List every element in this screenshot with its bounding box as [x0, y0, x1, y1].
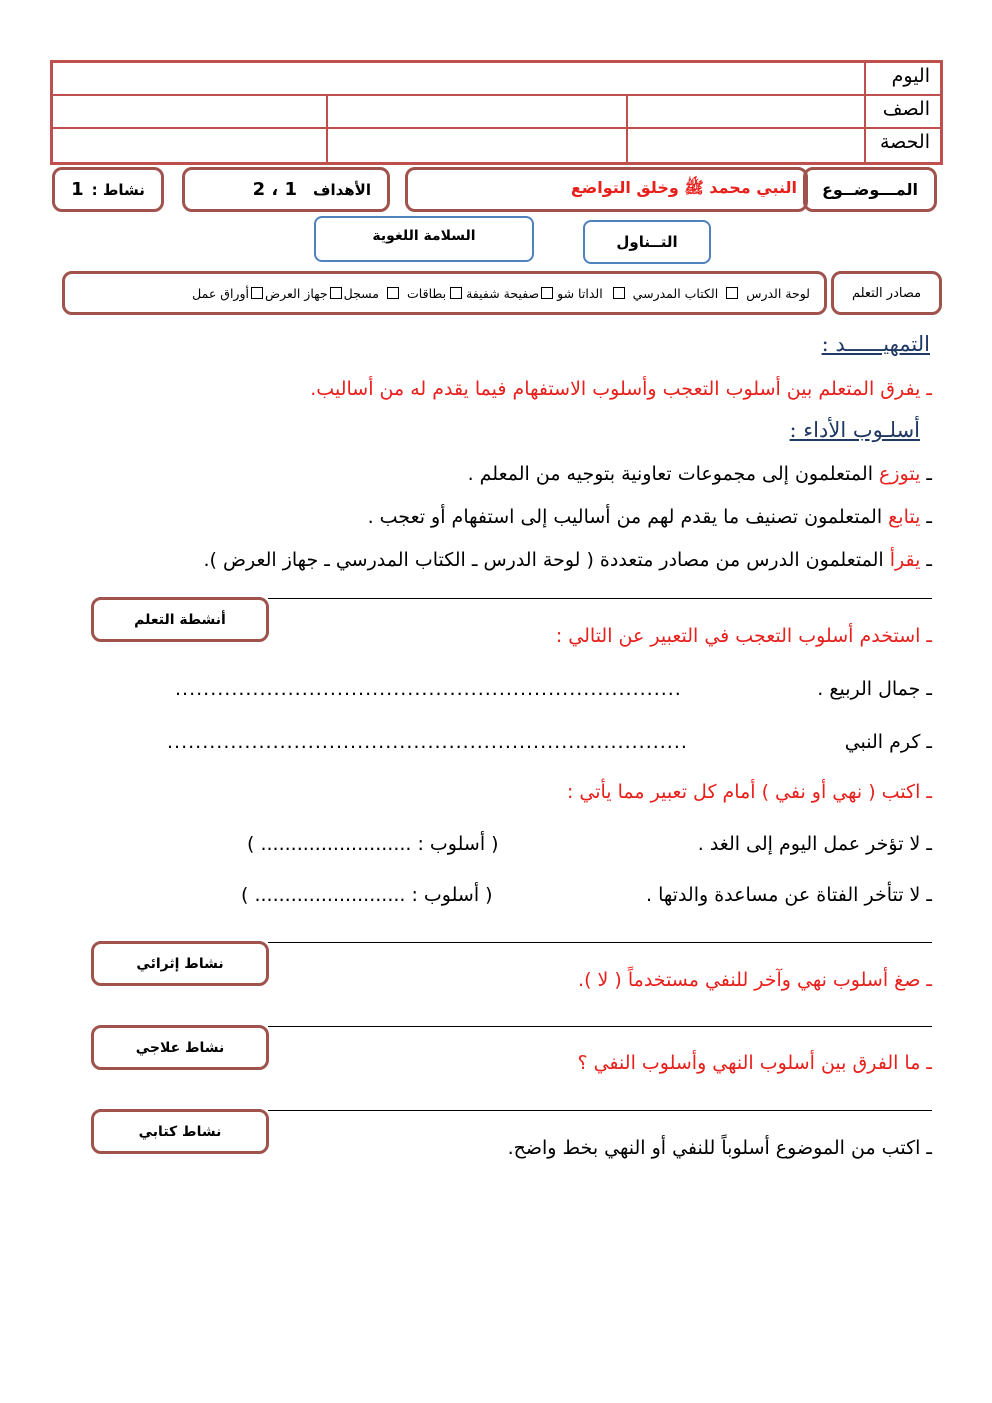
checkbox[interactable] — [387, 287, 399, 299]
day-label: اليوم — [864, 63, 940, 94]
divider — [268, 942, 932, 943]
sources-label: مصادر التعلم — [851, 285, 922, 301]
source-item: صفيحة شفيفة — [466, 285, 540, 301]
performance-item-2: ـ يتابع المتعلمون تصنيف ما يقدم لهم من أساليب إلى استفهام أو تعجب . — [367, 506, 932, 528]
checkbox[interactable] — [330, 287, 342, 299]
period-row — [53, 129, 940, 162]
activity-box — [52, 167, 164, 212]
activity-label: نشاط : — [91, 180, 145, 199]
sources-label-box — [831, 271, 942, 315]
divider — [268, 1026, 932, 1027]
performance-item-2-text: المتعلمون تصنيف ما يقدم لهم من أساليب إلى استفهام أو تعجب . — [367, 506, 883, 528]
class-field-1[interactable] — [626, 96, 864, 127]
remedial-label-box — [91, 1025, 269, 1070]
period-label: الحصة — [864, 129, 940, 162]
performance-heading: أسلـوب الأداء : — [789, 418, 920, 442]
answer-line-1[interactable]: ........................................................................ — [175, 678, 682, 700]
subject-label: المـــوضــوع — [822, 180, 919, 199]
performance-item-3: ـ يقرأ المتعلمون الدرس من مصادر متعددة ( لوحة الدرس ـ الكتاب المدرسي ـ جهاز العرض ). — [203, 549, 932, 571]
subject-value: النبي محمد ﷺ وخلق التواضع — [570, 178, 797, 197]
class-label: الصف — [864, 96, 940, 127]
coverage-box — [583, 220, 711, 264]
class-row — [53, 96, 940, 129]
subject-label-box — [803, 167, 937, 212]
period-field-1[interactable] — [626, 129, 864, 162]
source-item: مسجل — [343, 285, 380, 301]
source-item: بطاقات — [407, 285, 447, 301]
class-field-3[interactable] — [53, 96, 326, 127]
divider — [268, 1110, 932, 1111]
period-field-2[interactable] — [326, 129, 626, 162]
writing-text: ـ اكتب من الموضوع أسلوباً للنفي أو النهي بخط واضح. — [507, 1137, 932, 1159]
source-item: أوراق عمل — [192, 285, 249, 301]
activity-value: 1 — [71, 179, 84, 200]
question-2: ـ اكتب ( نهي أو نفي ) أمام كل تعبير مما يأتي : — [566, 781, 932, 803]
remedial-text: ـ ما الفرق بين أسلوب النهي وأسلوب النفي ؟ — [577, 1052, 932, 1074]
checkbox[interactable] — [726, 287, 738, 299]
performance-item-3-verb: يقرأ — [889, 549, 921, 571]
question-1-b: ـ كرم النبي — [844, 731, 932, 753]
day-row — [53, 63, 940, 96]
period-field-3[interactable] — [53, 129, 326, 162]
source-item: لوحة الدرس — [746, 285, 810, 301]
question-1-a: ـ جمال الربيع . — [817, 678, 932, 700]
intro-heading: التمهيــــــد : — [821, 332, 930, 356]
coverage-label: التــناول — [616, 233, 678, 251]
enrichment-label: نشاط إثرائي — [136, 955, 224, 972]
checkbox[interactable] — [450, 287, 462, 299]
source-item: الداتا شو — [557, 285, 603, 301]
performance-item-1: ـ يتوزع المتعلمون إلى مجموعات تعاونية بتوجيه من المعلم . — [467, 463, 932, 485]
learning-activities-label: أنشطة التعلم — [134, 611, 226, 628]
subject-value-box — [405, 167, 808, 212]
answer-line-2[interactable]: .......................................................................... — [167, 731, 688, 753]
checkbox[interactable] — [251, 287, 263, 299]
intro-text: ـ يفرق المتعلم بين أسلوب التعجب وأسلوب الاستفهام فيما يقدم له من أساليب. — [310, 378, 932, 400]
enrichment-label-box — [91, 941, 269, 986]
performance-item-2-verb: يتابع — [888, 506, 921, 528]
source-item: جهاز العرض — [264, 285, 328, 301]
writing-label: نشاط كتابي — [138, 1123, 222, 1140]
divider — [268, 598, 932, 599]
goals-label: الأهداف — [313, 180, 371, 199]
writing-label-box — [91, 1109, 269, 1154]
language-box — [314, 216, 534, 262]
checkbox[interactable] — [613, 287, 625, 299]
checkbox[interactable] — [541, 287, 553, 299]
goals-box — [182, 167, 390, 212]
question-2-a: ـ لا تؤخر عمل اليوم إلى الغد . — [697, 833, 932, 855]
sources-list — [62, 271, 827, 315]
question-2-b: ـ لا تتأخر الفتاة عن مساعدة والدتها . — [646, 884, 932, 906]
enrichment-text: ـ صغ أسلوب نهي وآخر للنفي مستخدماً ( لا ). — [578, 969, 932, 991]
class-field-2[interactable] — [326, 96, 626, 127]
performance-item-1-text: المتعلمون إلى مجموعات تعاونية بتوجيه من المعلم . — [467, 463, 873, 485]
performance-item-1-verb: يتوزع — [879, 463, 921, 485]
goals-value: 1 ، 2 — [252, 179, 298, 200]
header-table — [50, 60, 943, 165]
remedial-label: نشاط علاجي — [135, 1039, 225, 1056]
day-field[interactable] — [53, 63, 864, 94]
answer-2-a[interactable]: ( أسلوب : ......................... ) — [247, 833, 499, 855]
answer-2-b[interactable]: ( أسلوب : ......................... ) — [241, 884, 493, 906]
source-item: الكتاب المدرسي — [632, 285, 719, 301]
learning-activities-label-box — [91, 597, 269, 642]
performance-item-3-text: المتعلمون الدرس من مصادر متعددة ( لوحة الدرس ـ الكتاب المدرسي ـ جهاز العرض ). — [203, 549, 884, 571]
language-label: السلامة اللغوية — [372, 228, 476, 244]
question-1: ـ استخدم أسلوب التعجب في التعبير عن التالي : — [555, 625, 932, 647]
